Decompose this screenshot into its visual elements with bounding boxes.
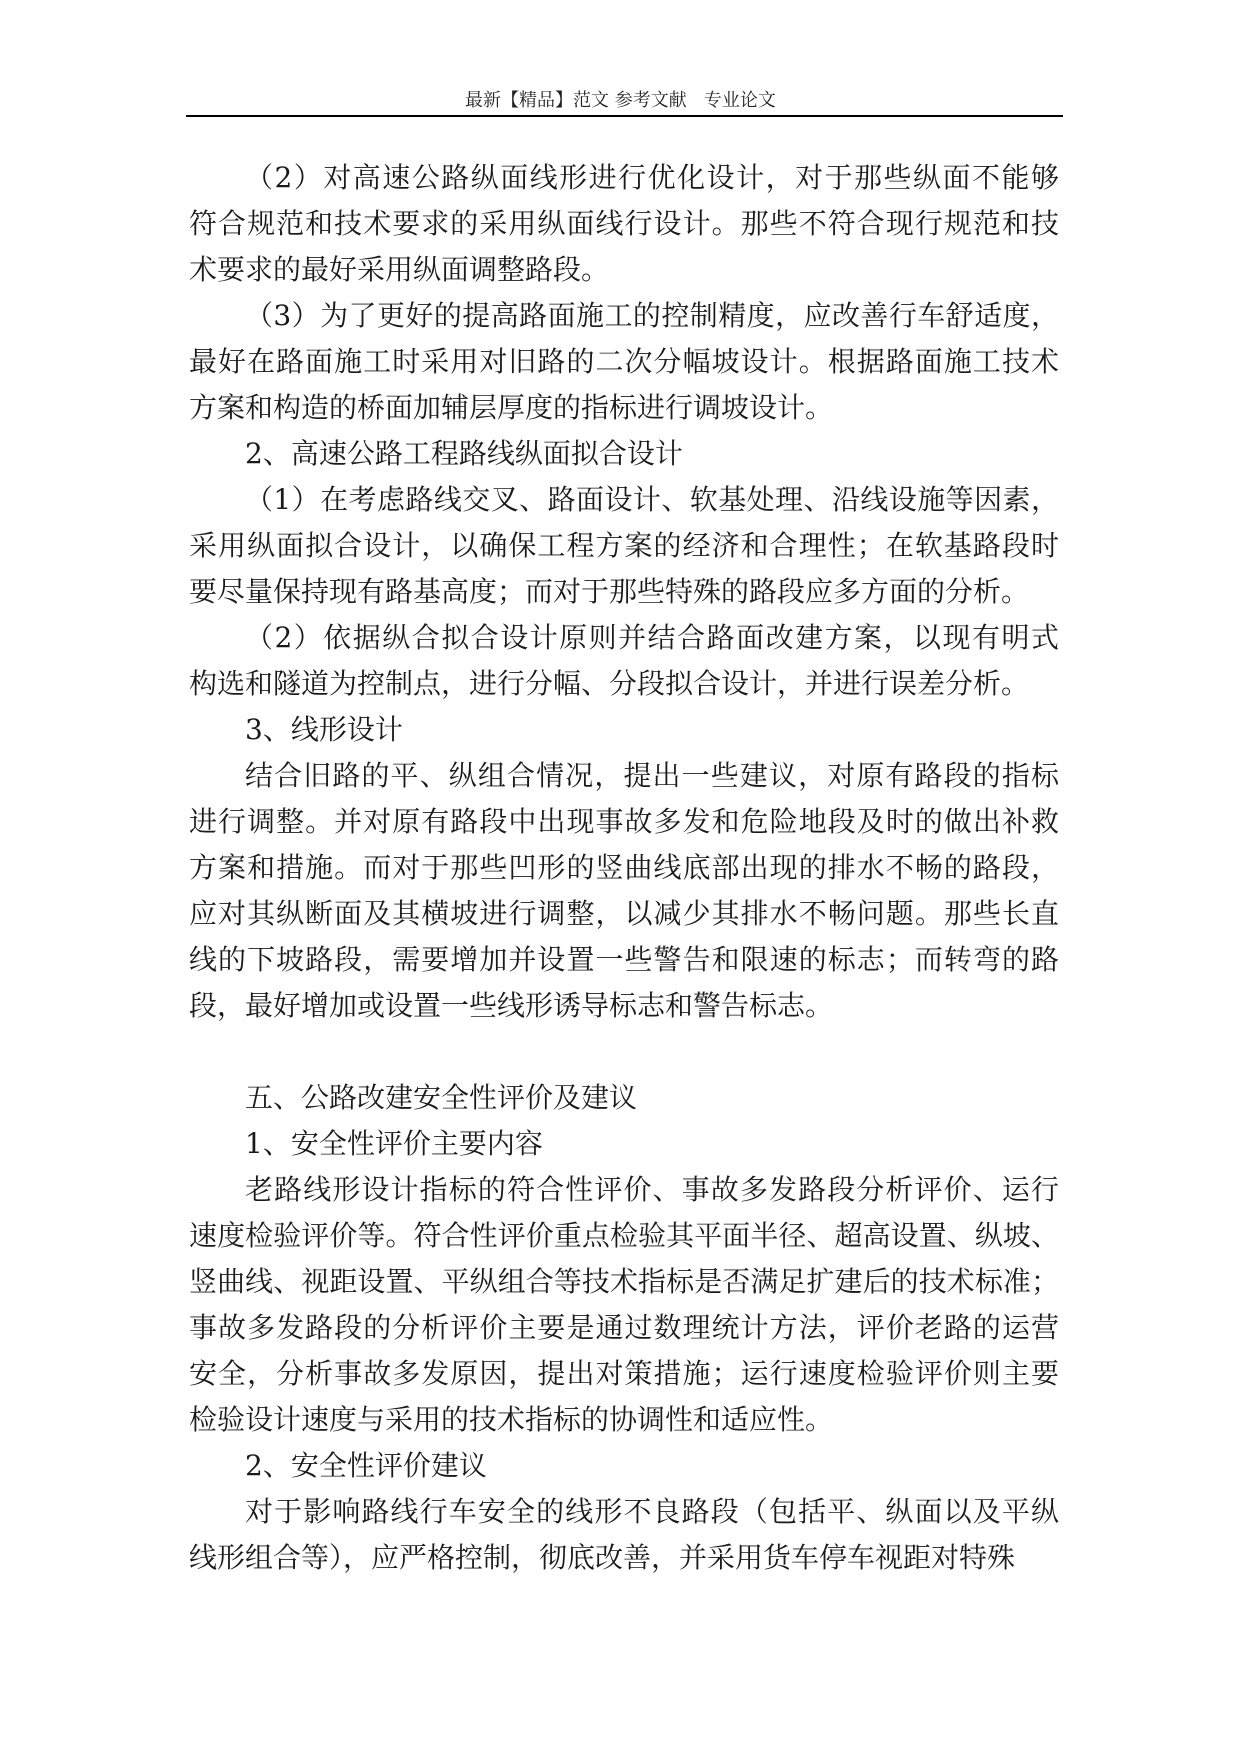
- paragraph: [189, 753, 1059, 1029]
- document-section: [189, 155, 1059, 1029]
- paragraph-line: 符合规范和技术要求的采用纵面线行设计。那些不符合现行规范和技: [189, 207, 1059, 240]
- paragraph-line: （3）为了更好的提高路面施工的控制精度，应改善行车舒适度，: [245, 299, 1059, 332]
- document-body: [189, 155, 1059, 1581]
- paragraph: [189, 1167, 1059, 1443]
- paragraph-line: 进行调整。并对原有路段中出现事故多发和危险地段及时的做出补救: [189, 805, 1059, 838]
- paragraph-line: 对于影响路线行车安全的线形不良路段（包括平、纵面以及平纵: [245, 1495, 1059, 1528]
- paragraph: [189, 1121, 1059, 1167]
- paragraph-line: 线的下坡路段，需要增加并设置一些警告和限速的标志；而转弯的路: [189, 943, 1059, 976]
- paragraph-line: 方案和构造的桥面加辅层厚度的指标进行调坡设计。: [189, 391, 834, 424]
- paragraph: [189, 1075, 1059, 1121]
- paragraph-line: 安全，分析事故多发原因，提出对策措施；运行速度检验评价则主要: [189, 1357, 1059, 1390]
- paragraph-line: 最好在路面施工时采用对旧路的二次分幅坡设计。根据路面施工技术: [189, 345, 1059, 378]
- paragraph-line: 事故多发路段的分析评价主要是通过数理统计方法，评价老路的运营: [189, 1311, 1059, 1344]
- paragraph-line: 采用纵面拟合设计，以确保工程方案的经济和合理性；在软基路段时: [189, 529, 1059, 562]
- paragraph: [189, 707, 1059, 753]
- paragraph-line: （1）在考虑路线交叉、路面设计、软基处理、沿线设施等因素，: [245, 483, 1059, 516]
- paragraph-line: 1、安全性评价主要内容: [245, 1127, 543, 1160]
- paragraph-line: 方案和措施。而对于那些凹形的竖曲线底部出现的排水不畅的路段，: [189, 851, 1059, 884]
- paragraph: [189, 293, 1059, 431]
- header-divider: [186, 115, 1063, 117]
- paragraph-line: 老路线形设计指标的符合性评价、事故多发路段分析评价、运行: [245, 1173, 1059, 1206]
- paragraph-line: 竖曲线、视距设置、平纵组合等技术指标是否满足扩建后的技术标准；: [189, 1265, 1059, 1298]
- paragraph-line: 2、高速公路工程路线纵面拟合设计: [245, 437, 683, 470]
- paragraph: [189, 431, 1059, 477]
- paragraph-line: 应对其纵断面及其横坡进行调整，以减少其排水不畅问题。那些长直: [189, 897, 1059, 930]
- paragraph-line: 构选和隧道为控制点，进行分幅、分段拟合设计，并进行误差分析。: [189, 667, 1030, 700]
- paragraph-line: 五、公路改建安全性评价及建议: [245, 1081, 638, 1114]
- document-section: [189, 1075, 1059, 1581]
- paragraph-line: 段，最好增加或设置一些线形诱导标志和警告标志。: [189, 989, 834, 1022]
- paragraph: [189, 1443, 1059, 1489]
- paragraph-line: 线形组合等），应严格控制，彻底改善，并采用货车停车视距对特殊: [189, 1541, 1016, 1574]
- paragraph: [189, 1489, 1059, 1581]
- paragraph: [189, 615, 1059, 707]
- paragraph: [189, 155, 1059, 293]
- paragraph-line: 要尽量保持现有路基高度；而对于那些特殊的路段应多方面的分析。: [189, 575, 1030, 608]
- paragraph-line: 检验设计速度与采用的技术指标的协调性和适应性。: [189, 1403, 834, 1436]
- paragraph: [189, 477, 1059, 615]
- paragraph-line: （2）对高速公路纵面线形进行优化设计，对于那些纵面不能够: [245, 161, 1059, 194]
- page-header: 最新【精品】范文 参考文献 专业论文: [465, 90, 776, 111]
- paragraph-line: 术要求的最好采用纵面调整路段。: [189, 253, 610, 286]
- paragraph-line: 速度检验评价等。符合性评价重点检验其平面半径、超高设置、纵坡、: [189, 1219, 1059, 1252]
- paragraph-line: 3、线形设计: [245, 713, 403, 746]
- paragraph-line: 结合旧路的平、纵组合情况，提出一些建议，对原有路段的指标: [245, 759, 1059, 792]
- paragraph-line: 2、安全性评价建议: [245, 1449, 487, 1482]
- paragraph-line: （2）依据纵合拟合设计原则并结合路面改建方案，以现有明式: [245, 621, 1059, 654]
